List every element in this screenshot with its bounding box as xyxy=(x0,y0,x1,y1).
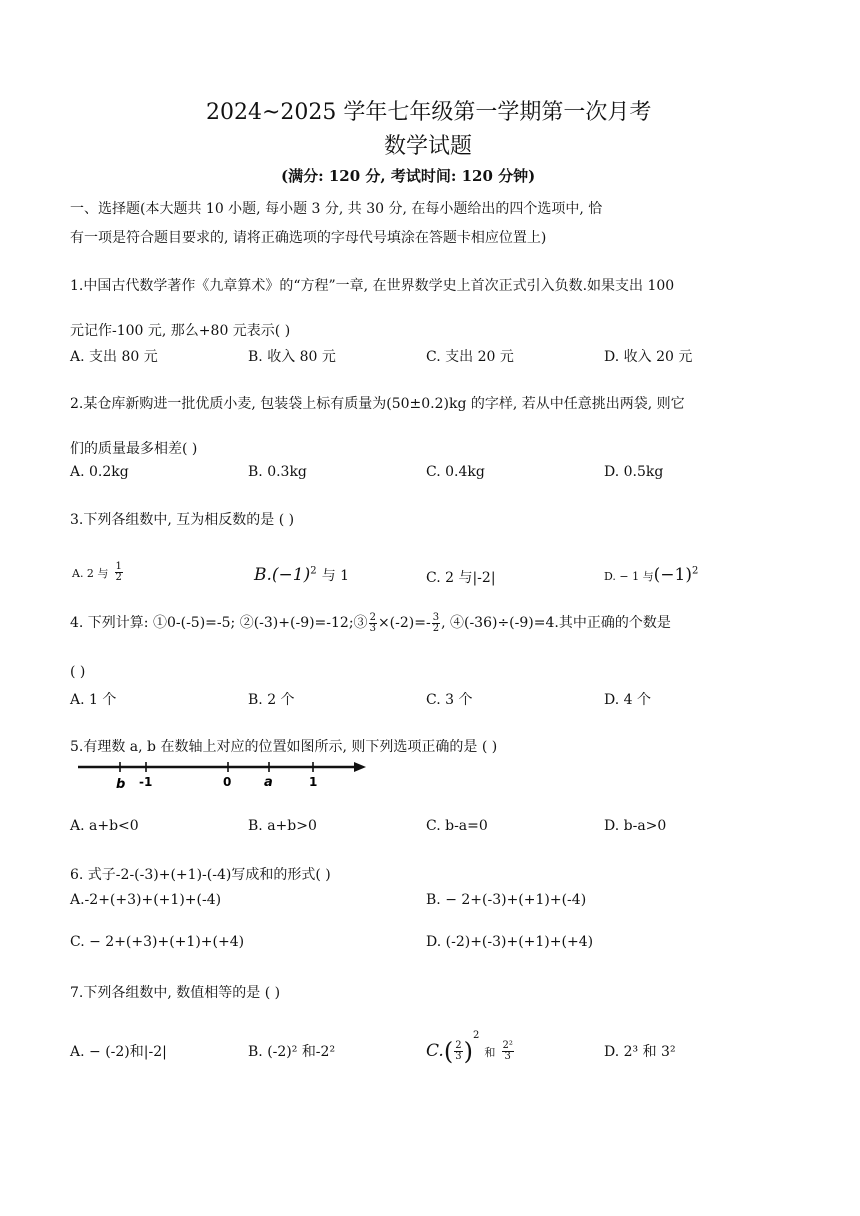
fraction-three-halves xyxy=(432,613,440,634)
option-d-math: (−1) xyxy=(653,565,692,585)
question-4-option-d: D. 4 个 xyxy=(604,692,651,708)
fraction-two-squared-over-three xyxy=(502,1041,514,1062)
question-1-option-b: B. 收入 80 元 xyxy=(248,349,336,365)
question-3-option-d xyxy=(604,565,698,585)
fraction-denominator: 2 xyxy=(432,622,440,634)
option-b-exponent: 2 xyxy=(310,565,317,577)
fraction-numerator: 2 xyxy=(455,1040,462,1051)
question-7-option-b: B. (-2)² 和-2² xyxy=(248,1044,336,1060)
question-6-option-d: D. (-2)+(-3)+(+1)+(+4) xyxy=(426,934,594,950)
option-d-text: D. − 1 与 xyxy=(604,570,654,583)
option-c-exponent: 2 xyxy=(472,1030,480,1041)
right-paren: ) xyxy=(463,1037,473,1066)
question-2-option-a: A. 0.2kg xyxy=(70,464,129,480)
fraction-denominator: 3 xyxy=(504,1051,511,1062)
fraction-two-thirds xyxy=(454,1041,462,1062)
question-7-option-d: D. 2³ 和 3² xyxy=(604,1044,676,1060)
exam-meta: (满分: 120 分, 考试时间: 120 分钟) xyxy=(281,167,536,185)
question-5-option-a: A. a+b<0 xyxy=(70,818,139,834)
exam-subtitle: 数学试题 xyxy=(384,134,473,159)
label-zero: 0 xyxy=(223,775,232,789)
question-4-stem-line1 xyxy=(70,612,671,634)
fraction-numerator: 3 xyxy=(432,611,440,623)
question-1-option-a: A. 支出 80 元 xyxy=(70,349,158,365)
question-7-stem: 7.下列各组数中, 数值相等的是 ( ) xyxy=(70,985,281,1001)
question-2-option-b: B. 0.3kg xyxy=(248,464,307,480)
left-paren: ( xyxy=(443,1037,454,1066)
question-3-stem: 3.下列各组数中, 互为相反数的是 ( ) xyxy=(70,512,295,528)
fraction-denominator: 3 xyxy=(369,622,376,634)
number-line-arrow-icon xyxy=(354,762,366,772)
question-7-option-c xyxy=(426,1030,515,1066)
option-b-math: B.(−1) xyxy=(254,565,311,585)
exam-title: 2024~2025 学年七年级第一学期第一次月考 xyxy=(206,100,652,125)
question-4-part1: 4. 下列计算: ①0-(-5)=-5; ②(-3)+(-9)=-12;③ xyxy=(70,615,368,631)
option-c-and: 和 xyxy=(484,1046,496,1059)
question-2-option-c: C. 0.4kg xyxy=(426,464,485,480)
question-5-stem: 5.有理数 a, b 在数轴上对应的位置如图所示, 则下列选项正确的是 ( ) xyxy=(70,739,498,755)
fraction-two-thirds xyxy=(369,613,377,634)
fraction-numerator: 2² xyxy=(502,1040,513,1051)
question-1-option-d: D. 收入 20 元 xyxy=(604,349,693,365)
question-6-stem: 6. 式子-2-(-3)+(+1)-(-4)写成和的形式( ) xyxy=(70,867,331,883)
question-3-option-b xyxy=(254,565,349,585)
section-instruction-line1: 一、选择题(本大题共 10 小题, 每小题 3 分, 共 30 分, 在每小题给出的四个选项中, 恰 xyxy=(70,201,603,217)
label-a: a xyxy=(264,775,273,790)
question-6-option-a: A.-2+(+3)+(+1)+(-4) xyxy=(70,892,222,908)
question-6-option-c: C. − 2+(+3)+(+1)+(+4) xyxy=(70,934,245,950)
question-5-option-b: B. a+b>0 xyxy=(248,818,317,834)
question-3-option-c: C. 2 与|-2| xyxy=(426,570,496,586)
question-4-option-b: B. 2 个 xyxy=(248,692,295,708)
option-d-exponent: 2 xyxy=(691,565,699,577)
question-4-part2: ×(-2)=- xyxy=(377,615,431,631)
question-6-option-b: B. − 2+(-3)+(+1)+(-4) xyxy=(426,892,587,908)
question-1-option-c: C. 支出 20 元 xyxy=(426,349,514,365)
fraction-one-half xyxy=(115,562,123,583)
question-4-option-a: A. 1 个 xyxy=(70,692,117,708)
option-b-suffix: 与 1 xyxy=(321,568,350,584)
option-c-label: C. xyxy=(426,1041,444,1061)
fraction-denominator: 3 xyxy=(455,1051,462,1062)
question-3-option-a xyxy=(72,562,124,583)
fraction-numerator: 2 xyxy=(369,611,376,623)
label-b: b xyxy=(116,777,126,792)
label-one: 1 xyxy=(309,775,318,789)
question-4-stem-line2: ( ) xyxy=(70,664,86,680)
label-minus-one: -1 xyxy=(139,775,153,789)
number-line-figure xyxy=(70,758,370,794)
fraction-numerator: 1 xyxy=(115,561,122,572)
question-5-option-d: D. b-a>0 xyxy=(604,818,667,834)
question-1-stem-line2: 元记作-100 元, 那么+80 元表示( ) xyxy=(70,323,291,339)
question-7-option-a: A. − (-2)和|-2| xyxy=(70,1044,167,1060)
question-5-option-c: C. b-a=0 xyxy=(426,818,488,834)
question-1-stem-line1: 1.中国古代数学著作《九章算术》的“方程”一章, 在世界数学史上首次正式引入负数.如果支出 100 xyxy=(70,278,675,294)
question-4-option-c: C. 3 个 xyxy=(426,692,473,708)
question-4-part3: , ④(-36)÷(-9)=4.其中正确的个数是 xyxy=(441,615,671,631)
option-a-text: A. 2 与 xyxy=(72,567,109,580)
question-2-option-d: D. 0.5kg xyxy=(604,464,664,480)
section-instruction-line2: 有一项是符合题目要求的, 请将正确选项的字母代号填涂在答题卡相应位置上) xyxy=(70,230,547,246)
question-2-stem-line2: 们的质量最多相差( ) xyxy=(70,441,198,457)
question-2-stem-line1: 2.某仓库新购进一批优质小麦, 包装袋上标有质量为(50±0.2)kg 的字样, 若从中任意挑出两袋, 则它 xyxy=(70,396,685,412)
fraction-denominator: 2 xyxy=(115,572,122,583)
